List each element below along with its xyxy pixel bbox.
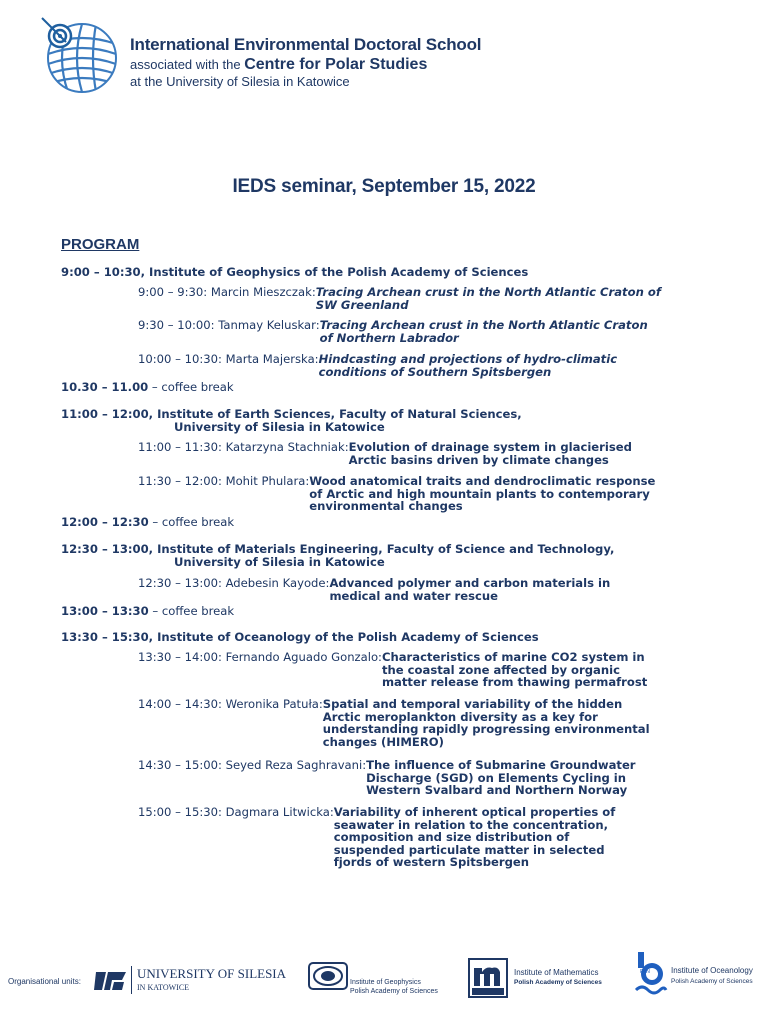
coffee-break (61, 380, 234, 394)
talk-item (138, 319, 665, 344)
break-label: – coffee break (148, 604, 235, 618)
break-time: 10.30 – 11.00 (61, 380, 149, 394)
geophysics-subtitle: Polish Academy of Sciences (350, 988, 438, 995)
session-heading-text: 12:30 – 13:00, Institute of Materials Engineering, Faculty of Science and Technology, (61, 542, 615, 556)
session-heading (61, 543, 614, 569)
silesia-name: UNIVERSITY OF SILESIA (137, 966, 287, 981)
break-label: – coffee break (148, 515, 235, 529)
oceanology-subtitle: Polish Academy of Sciences (671, 978, 753, 985)
talk-time-speaker: 15:00 – 15:30: Dagmara Litwicka: (138, 805, 334, 819)
talk-item (138, 577, 629, 602)
talk-time-speaker: 11:00 – 11:30: Katarzyna Stachniak: (138, 440, 349, 454)
geophysics-name: Institute of Geophysics (350, 979, 421, 986)
talk-title: Hindcasting and projections of hydro-climatic conditions of Southern Spitsbergen (318, 352, 618, 379)
university-of-silesia-logo-icon (92, 962, 128, 998)
session-heading (61, 266, 528, 279)
talk-time-speaker: 9:30 – 10:00: Tanmay Keluskar: (138, 318, 320, 332)
session-heading-continued: University of Silesia in Katowice (174, 420, 385, 434)
talk-title: The influence of Submarine Groundwater Discharge (SGD) on Elements Cycling in Western Svalbard and Northern Norway (366, 758, 636, 798)
coffee-break (61, 604, 234, 618)
session-heading (61, 631, 539, 644)
session-heading-text: 13:30 – 15:30, Institute of Oceanology of the Polish Academy of Sciences (61, 630, 539, 644)
session-heading (61, 408, 522, 434)
talk-time-speaker: 11:30 – 12:00: Mohit Phulara: (138, 474, 310, 488)
silesia-subtitle: IN KATOWICE (137, 983, 190, 992)
talk-title: Tracing Archean crust in the North Atlantic Craton of SW Greenland (315, 285, 661, 312)
coffee-break (61, 515, 234, 529)
institute-of-mathematics-logo-icon (468, 958, 508, 998)
program-heading: PROGRAM (61, 236, 140, 253)
institute-of-oceanology-logo-icon (632, 950, 668, 1000)
talk-title: Variability of inherent optical properties of seawater in relation to the concentration, composition and size distribution of suspended particulate matter in selected fjords of western Spitsbergen (333, 805, 616, 870)
talk-item (138, 759, 671, 797)
header-association-prefix: associated with the (130, 57, 245, 72)
talk-item (138, 698, 663, 748)
talk-title: Characteristics of marine CO2 system in the coastal zone affected by organic matter release from thawing permafrost (381, 650, 648, 690)
break-label: – coffee break (148, 380, 234, 394)
seminar-title: IEDS seminar, September 15, 2022 (232, 176, 536, 197)
oceanology-name: Institute of Oceanology (671, 966, 753, 975)
talk-time-speaker: 12:30 – 13:00: Adebesin Kayode: (138, 576, 330, 590)
talk-item (138, 286, 676, 311)
talk-title: Tracing Archean crust in the North Atlantic Craton of Northern Labrador (319, 318, 648, 345)
talk-time-speaker: 10:00 – 10:30: Marta Majerska: (138, 352, 319, 366)
break-time: 12:00 – 12:30 (61, 515, 149, 529)
talk-title: Spatial and temporal variability of the hidden Arctic meroplankton diversity as a key for understanding rapidly progressing environmental changes (HIMERO) (322, 697, 650, 749)
break-time: 13:00 – 13:30 (61, 604, 149, 618)
talk-title: Evolution of drainage system in glacierised Arctic basins driven by climate changes (348, 440, 632, 467)
mathematics-subtitle: Polish Academy of Sciences (514, 979, 602, 986)
talk-time-speaker: 14:30 – 15:00: Seyed Reza Saghravani: (138, 758, 367, 772)
footer-divider (131, 966, 132, 994)
header-university: at the University of Silesia in Katowice (130, 74, 350, 89)
talk-title: Wood anatomical traits and dendroclimatic response of Arctic and high mountain plants to contemporary environmental changes (309, 474, 656, 514)
talk-item (138, 806, 634, 869)
talk-item (138, 651, 667, 689)
talk-item (138, 441, 644, 466)
ieds-globe-logo (38, 14, 120, 96)
header-centre-name: Centre for Polar Studies (244, 56, 428, 73)
talk-item (138, 353, 639, 378)
header-school-name: International Environmental Doctoral School (130, 35, 482, 54)
oceanology-badge: PAN (640, 969, 650, 975)
footer-label: Organisational units: (8, 977, 81, 986)
session-heading-text: 11:00 – 12:00, Institute of Earth Sciences, Faculty of Natural Sciences, (61, 407, 522, 421)
institute-of-geophysics-logo-icon (308, 962, 348, 990)
talk-time-speaker: 14:00 – 14:30: Weronika Patuła: (138, 697, 323, 711)
talk-title: Advanced polymer and carbon materials in medical and water rescue (329, 576, 611, 603)
session-heading-text: 9:00 – 10:30, Institute of Geophysics of the Polish Academy of Sciences (61, 265, 529, 279)
talk-time-speaker: 9:00 – 9:30: Marcin Mieszczak: (138, 285, 316, 299)
session-heading-continued: University of Silesia in Katowice (174, 555, 385, 569)
mathematics-name: Institute of Mathematics (514, 968, 599, 977)
talk-item (138, 475, 671, 513)
talk-time-speaker: 13:30 – 14:00: Fernando Aguado Gonzalo: (138, 650, 382, 664)
header-association (130, 56, 427, 74)
